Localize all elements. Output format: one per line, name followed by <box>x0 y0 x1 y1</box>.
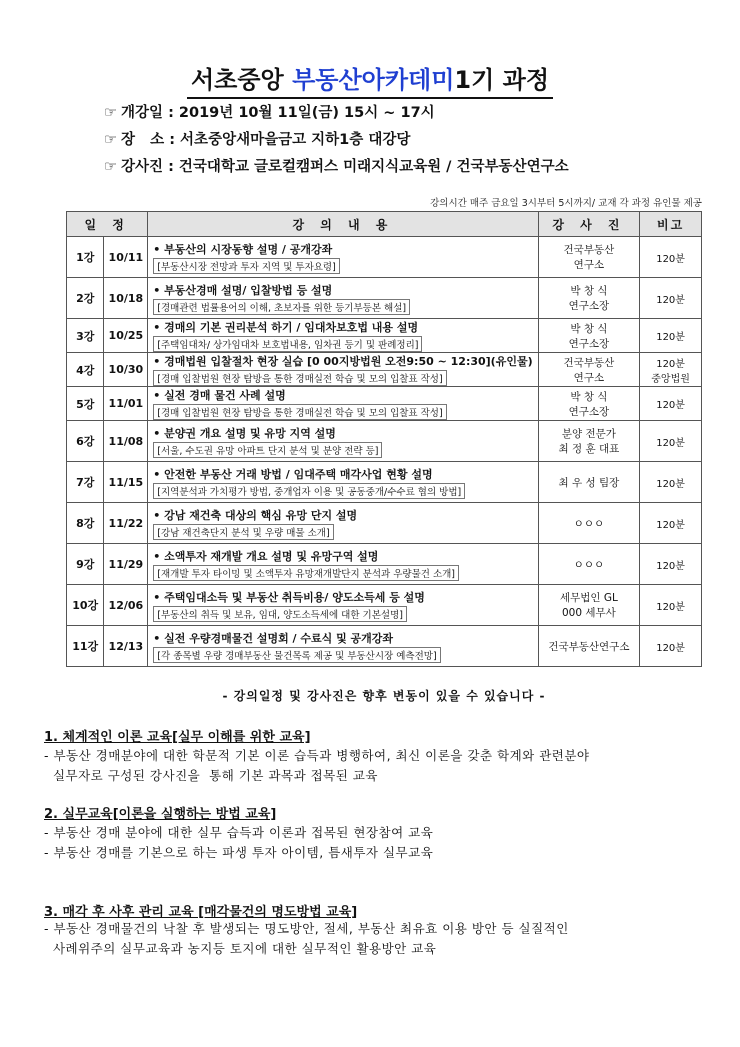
lecture-remark <box>640 278 702 319</box>
instructor-line: 최 정 훈 대표 <box>558 443 620 455</box>
instructor-line: 박 창 식 <box>570 322 608 335</box>
lecture-title: • 경매법원 입찰절차 현장 실습 [0 00지방법원 오전9:50 ~ 12:30](유인물) <box>153 355 533 368</box>
table-row <box>67 387 702 421</box>
lecture-title: • 부동산의 시장동향 설명 / 공개강좌 <box>153 242 333 256</box>
remark-line: 120분 <box>656 437 685 449</box>
lecture-remark <box>640 585 702 626</box>
instructor-line: 연구소장 <box>568 300 610 312</box>
lecture-description: [부동산의 취득 및 보유, 임대, 양도소득세에 대한 기본설명] <box>153 606 407 622</box>
lecture-number: 3강 <box>67 319 104 353</box>
lecture-remark <box>640 237 702 278</box>
header-schedule: 일 정 <box>67 212 148 237</box>
lecture-instructor <box>538 626 640 667</box>
lecture-instructor <box>538 278 640 319</box>
title-prefix: 서초중앙 <box>191 66 293 94</box>
table-row <box>67 353 702 387</box>
lecture-date: 11/01 <box>104 387 148 421</box>
header-content: 강 의 내 용 <box>148 212 538 237</box>
lecture-content <box>148 585 538 626</box>
info-start-date: ☞ 개강일 : 2019년 10월 11일(금) 15시 ~ 17시 <box>104 105 435 121</box>
pointing-hand-icon: ☞ <box>104 159 117 175</box>
lecture-content <box>148 626 538 667</box>
lecture-description: [각 종목별 우량 경매부동산 물건목록 제공 및 부동산시장 예측전망] <box>153 647 440 663</box>
section-1-line: - 부동산 경매분야에 대한 학문적 기본 이론 습득과 병행하여, 최신 이론을 갖춘 학계와 관련분야 <box>44 748 590 763</box>
instructor-line: 000 세무사 <box>561 607 616 619</box>
lecture-number: 4강 <box>67 353 104 387</box>
section-1-line: 실무자로 구성된 강사진을 통해 기본 과목과 접목된 교육 <box>44 768 378 783</box>
table-row <box>67 421 702 462</box>
remark-line: 120분 <box>656 358 685 370</box>
schedule-note: 강의시간 매주 금요일 3시부터 5시까지/ 교재 각 과정 유인물 제공 <box>430 198 702 209</box>
instructor-line: 건국부동산 <box>563 356 615 369</box>
lecture-title: • 소액투자 재개발 개요 설명 및 유망구역 설명 <box>153 549 379 563</box>
lecture-description: [경매관련 법률용어의 이해, 초보자를 위한 등기부등본 해설] <box>153 299 410 315</box>
remark-line: 120분 <box>656 519 685 531</box>
lecture-title: • 실전 경매 물건 사례 설명 <box>153 389 286 402</box>
lecture-date: 12/06 <box>104 585 148 626</box>
lecture-description: [경매 입찰법원 현장 탐방을 통한 경매실전 학습 및 모의 입찰표 작성] <box>153 404 446 420</box>
lecture-instructor <box>538 353 640 387</box>
section-3-line: - 부동산 경매물건의 낙찰 후 발생되는 명도방안, 절세, 부동산 최유효 이용 방안 등 실질적인 <box>44 921 569 936</box>
section-3-heading: 3. 매각 후 사후 관리 교육 [매각물건의 명도방법 교육] <box>44 905 358 920</box>
section-2-line: - 부동산 경매를 기본으로 하는 파생 투자 아이템, 틈새투자 실무교육 <box>44 845 434 860</box>
lecture-description: [재개발 투자 타이밍 및 소액투자 유망재개발단지 분석과 우량물건 소개] <box>153 565 459 581</box>
lecture-instructor <box>538 421 640 462</box>
remark-line: 120분 <box>656 478 685 490</box>
lecture-description: [서울, 수도권 유망 아파트 단지 분석 및 분양 전략 등] <box>153 442 382 458</box>
lecture-number: 5강 <box>67 387 104 421</box>
instructor-line: 세무법인 GL <box>559 592 618 604</box>
table-row <box>67 237 702 278</box>
lecture-remark <box>640 462 702 503</box>
lecture-remark <box>640 626 702 667</box>
instructor-line: ㅇㅇㅇ <box>573 558 605 571</box>
lecture-instructor <box>538 237 640 278</box>
lecture-date: 11/29 <box>104 544 148 585</box>
lecture-content <box>148 237 538 278</box>
schedule-table <box>66 211 702 667</box>
lecture-date: 11/15 <box>104 462 148 503</box>
table-row <box>67 462 702 503</box>
remark-line: 120분 <box>656 601 685 613</box>
lecture-description: [부동산시장 전망과 투자 지역 및 투자요령] <box>153 258 340 274</box>
lecture-number: 8강 <box>67 503 104 544</box>
lecture-content <box>148 319 538 353</box>
header-remark: 비고 <box>640 212 702 237</box>
lecture-date: 12/13 <box>104 626 148 667</box>
remark-line: 120분 <box>656 400 685 411</box>
lecture-content <box>148 503 538 544</box>
lecture-remark <box>640 319 702 353</box>
lecture-number: 2강 <box>67 278 104 319</box>
instructor-line: 박 창 식 <box>570 285 608 297</box>
instructor-line: 연구소장 <box>568 405 610 418</box>
lecture-title: • 실전 우량경매물건 설명회 / 수료식 및 공개강좌 <box>153 631 394 645</box>
remark-line: 중앙법원 <box>651 373 690 385</box>
lecture-number: 6강 <box>67 421 104 462</box>
lecture-date: 10/18 <box>104 278 148 319</box>
instructor-line: 연구소장 <box>568 337 610 350</box>
lecture-date: 10/11 <box>104 237 148 278</box>
lecture-description: [주택임대차/ 상가임대차 보호법내용, 임차권 등기 및 판례정리] <box>153 336 422 352</box>
lecture-content <box>148 421 538 462</box>
lecture-description: [경매 입찰법원 현장 탐방을 통한 경매실전 학습 및 모의 입찰표 작성] <box>153 370 446 386</box>
lecture-date: 11/22 <box>104 503 148 544</box>
section-1-heading: 1. 체계적인 이론 교육[실무 이해를 위한 교육] <box>44 730 311 745</box>
instructor-line: 최 우 성 팀장 <box>558 476 620 489</box>
lecture-content <box>148 278 538 319</box>
lecture-instructor <box>538 544 640 585</box>
table-header-row <box>67 212 702 237</box>
pointing-hand-icon: ☞ <box>104 105 117 121</box>
remark-line: 120분 <box>656 642 685 654</box>
table-row <box>67 585 702 626</box>
table-row <box>67 319 702 353</box>
lecture-number: 9강 <box>67 544 104 585</box>
instructor-line: 연구소 <box>573 371 605 384</box>
lecture-title: • 경매의 기본 권리분석 하기 / 임대차보호법 내용 설명 <box>153 321 419 334</box>
table-row <box>67 503 702 544</box>
lecture-content <box>148 353 538 387</box>
header-instructor: 강 사 진 <box>538 212 640 237</box>
lecture-date: 10/25 <box>104 319 148 353</box>
lecture-instructor <box>538 462 640 503</box>
lecture-remark <box>640 503 702 544</box>
table-row <box>67 278 702 319</box>
lecture-title: • 부동산경매 설명/ 입찰방법 등 설명 <box>153 283 333 297</box>
lecture-number: 10강 <box>67 585 104 626</box>
lecture-title: • 안전한 부동산 거래 방법 / 임대주택 매각사업 현황 설명 <box>153 467 433 481</box>
pointing-hand-icon: ☞ <box>104 132 117 148</box>
lecture-description: [지역분석과 가치평가 방법, 중개업자 이용 및 공동중개/수수료 협의 방법] <box>153 483 465 499</box>
lecture-instructor <box>538 319 640 353</box>
instructor-line: ㅇㅇㅇ <box>573 517 605 530</box>
section-2-line: - 부동산 경매 분야에 대한 실무 습득과 이론과 접목된 현장참여 교육 <box>44 825 434 840</box>
lecture-date: 10/30 <box>104 353 148 387</box>
lecture-content <box>148 462 538 503</box>
instructor-line: 건국부동산 <box>563 244 615 256</box>
lecture-content <box>148 387 538 421</box>
title-suffix: 1기 과정 <box>454 66 549 94</box>
instructor-line: 건국부동산연구소 <box>548 640 630 653</box>
table-row <box>67 626 702 667</box>
lecture-content <box>148 544 538 585</box>
instructor-line: 연구소 <box>573 259 605 271</box>
lecture-title: • 분양권 개요 설명 및 유망 지역 설명 <box>153 426 336 440</box>
info-location: ☞ 장 소 : 서초중앙새마을금고 지하1층 대강당 <box>104 132 411 148</box>
lecture-title: • 강남 재건축 대상의 핵심 유망 단지 설명 <box>153 508 358 522</box>
lecture-remark <box>640 544 702 585</box>
lecture-remark <box>640 387 702 421</box>
remark-line: 120분 <box>656 253 685 265</box>
lecture-instructor <box>538 387 640 421</box>
remark-line: 120분 <box>656 560 685 572</box>
remark-line: 120분 <box>656 332 685 343</box>
footnote: - 강의일정 및 강사진은 향후 변동이 있을 수 있습니다 - <box>222 689 546 703</box>
page-title <box>0 60 740 99</box>
lecture-number: 7강 <box>67 462 104 503</box>
lecture-remark <box>640 353 702 387</box>
section-3-line: 사례위주의 실무교육과 농지등 토지에 대한 실무적인 활용방안 교육 <box>44 941 437 956</box>
lecture-instructor <box>538 585 640 626</box>
lecture-instructor <box>538 503 640 544</box>
info-instructors: ☞ 강사진 : 건국대학교 글로컬캠퍼스 미래지식교육원 / 건국부동산연구소 <box>104 159 569 175</box>
section-2-heading: 2. 실무교육[이론을 실행하는 방법 교육] <box>44 807 277 822</box>
lecture-description: [강남 재건축단지 분석 및 우량 매물 소개] <box>153 524 333 540</box>
lecture-remark <box>640 421 702 462</box>
instructor-line: 분양 전문가 <box>561 428 616 440</box>
table-row <box>67 544 702 585</box>
lecture-number: 11강 <box>67 626 104 667</box>
lecture-title: • 주택임대소득 및 부동산 취득비용/ 양도소득세 등 설명 <box>153 590 425 604</box>
lecture-number: 1강 <box>67 237 104 278</box>
lecture-date: 11/08 <box>104 421 148 462</box>
instructor-line: 박 창 식 <box>570 390 608 403</box>
remark-line: 120분 <box>656 294 685 306</box>
title-accent: 부동산아카데미 <box>292 66 455 94</box>
